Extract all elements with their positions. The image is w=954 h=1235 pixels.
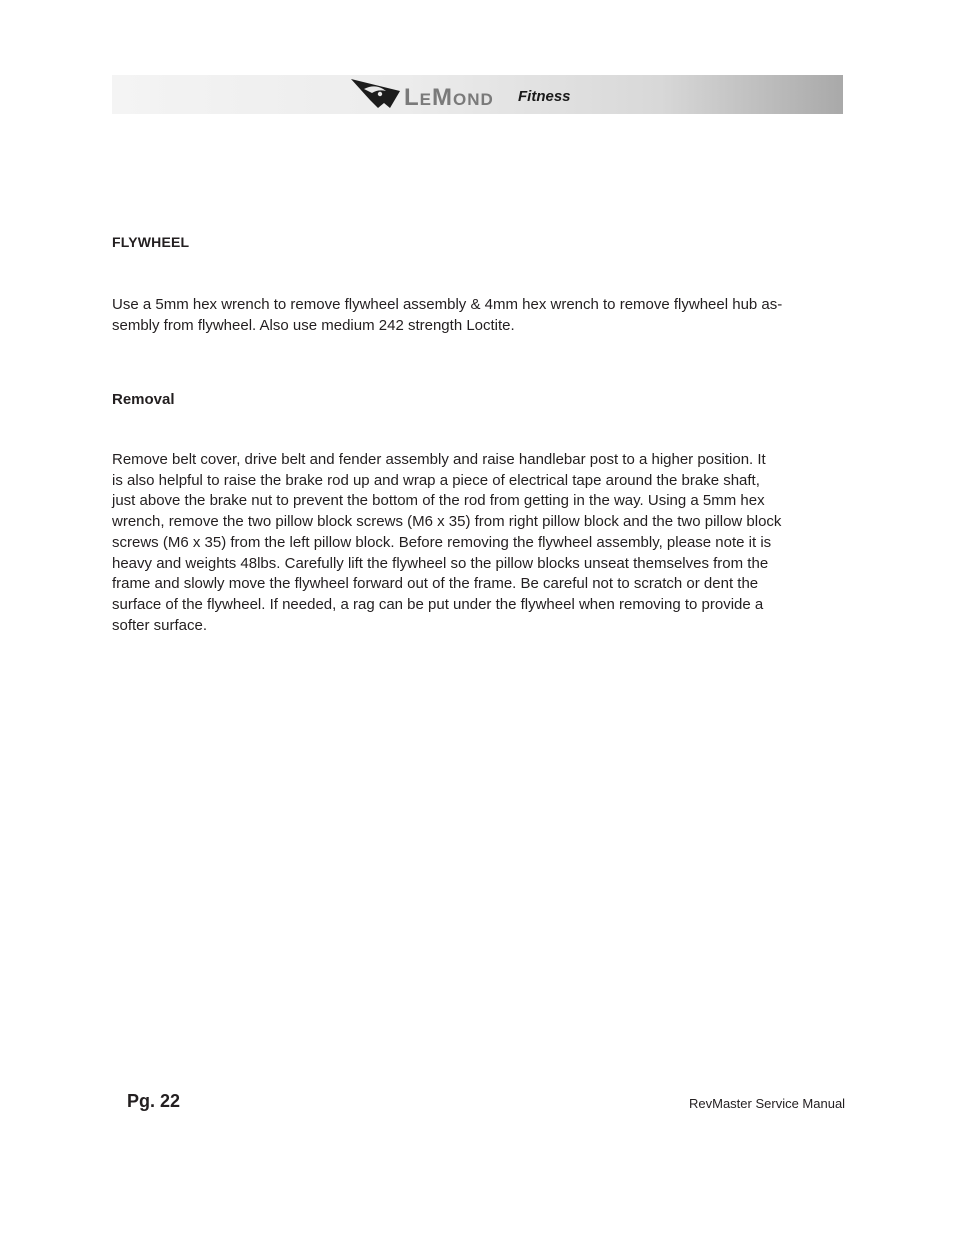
lemond-emblem-icon <box>350 77 402 111</box>
paragraph-line: just above the brake nut to prevent the bottom of the rod from getting in the way. Using a 5mm hex <box>112 492 765 510</box>
manual-title: RevMaster Service Manual <box>689 1096 846 1111</box>
paragraph-line: frame and slowly move the flywheel forward out of the frame. Be careful not to scratch or dent the <box>112 575 759 593</box>
paragraph-line: softer surface. <box>112 616 208 634</box>
intro-paragraph <box>112 295 832 336</box>
subsection-title: Removal <box>112 391 175 408</box>
brand-suffix: Fitness <box>518 88 571 105</box>
paragraph-line: screws (M6 x 35) from the left pillow block. Before removing the flywheel assembly, please note it is <box>112 533 772 551</box>
page-number: Pg. 22 <box>127 1091 181 1111</box>
paragraph-line: surface of the flywheel. If needed, a rag can be put under the flywheel when removing to provide a <box>112 595 764 613</box>
removal-paragraph <box>112 450 832 636</box>
paragraph-line: wrench, remove the two pillow block screws (M6 x 35) from right pillow block and the two pillow block <box>112 513 782 531</box>
paragraph-line: is also helpful to raise the brake rod up and wrap a piece of electrical tape around the brake shaft, <box>112 471 760 489</box>
paragraph-line: Remove belt cover, drive belt and fender assembly and raise handlebar post to a higher position. It <box>112 451 766 468</box>
paragraph-line: heavy and weights 48lbs. Carefully lift the flywheel so the pillow blocks unseat themselves from the <box>112 554 769 572</box>
section-title: FLYWHEEL <box>112 234 190 250</box>
brand-name: LEMOND <box>404 84 494 111</box>
brand-logo <box>350 77 610 111</box>
paragraph-line: Use a 5mm hex wrench to remove flywheel assembly & 4mm hex wrench to remove flywheel hub as- <box>112 296 783 313</box>
paragraph-line: sembly from flywheel. Also use medium 242 strength Loctite. <box>112 316 515 334</box>
